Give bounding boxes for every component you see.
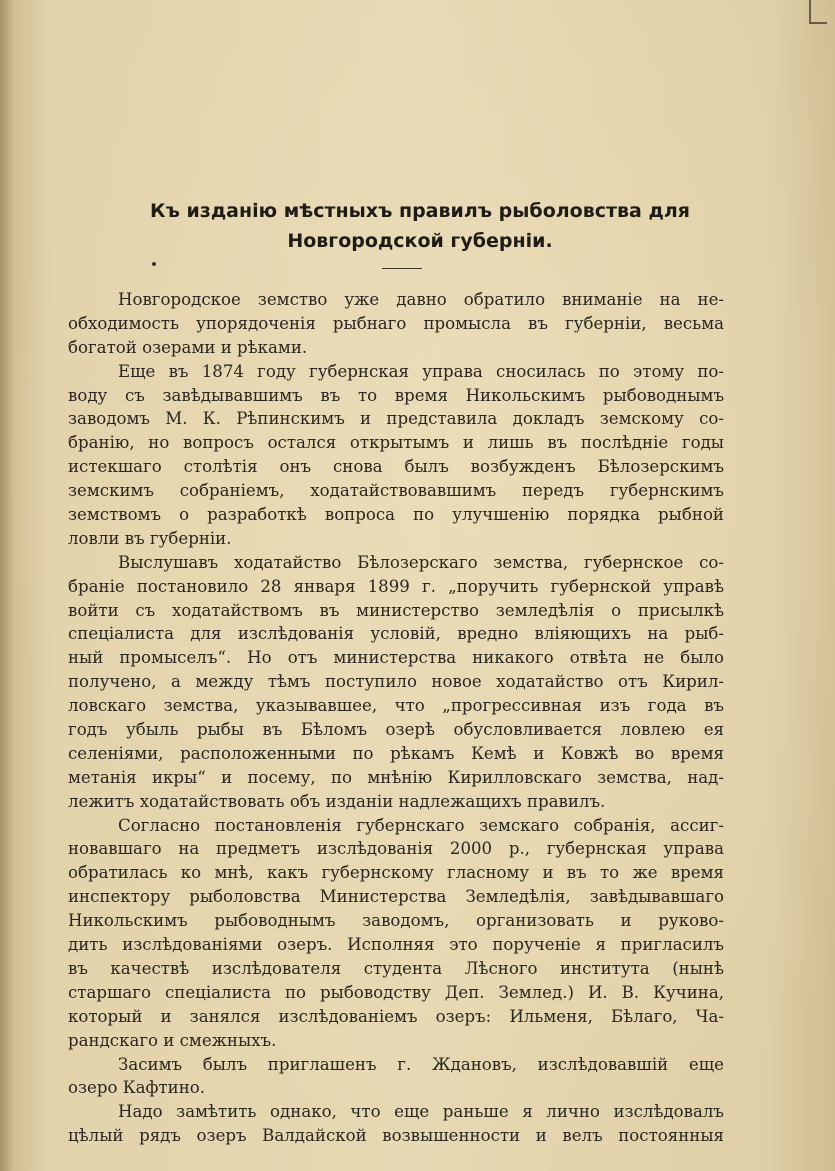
text-line: въ качествѣ изслѣдователя студента Лѣсного института (нынѣ bbox=[68, 958, 724, 978]
text-line: лежитъ ходатайствовать объ изданіи надлежащихъ правилъ. bbox=[68, 791, 606, 811]
text-line: браніе постановило 28 января 1899 г. „поручить губернской управѣ bbox=[68, 576, 724, 596]
text-line: земскимъ собраніемъ, ходатайствовавшимъ передъ губернскимъ bbox=[68, 481, 724, 501]
text-line: цѣлый рядъ озеръ Валдайской возвышенности и велъ постоянныя bbox=[68, 1126, 724, 1146]
text-line: Засимъ былъ приглашенъ г. Ждановъ, изслѣдовавшій еще bbox=[118, 1054, 724, 1074]
text-line: ловли въ губерніи. bbox=[68, 528, 232, 548]
title-line-1: Къ изданію мѣстныхъ правилъ рыболовства для bbox=[150, 200, 690, 222]
text-line: новавшаго на предметъ изслѣдованія 2000 р., губернская управа bbox=[68, 839, 724, 859]
text-line: Никольскимъ рыбоводнымъ заводомъ, организовать и руково- bbox=[68, 911, 724, 931]
text-line: рандскаго и смежныхъ. bbox=[68, 1030, 277, 1050]
text-line: богатой озерами и рѣками. bbox=[68, 337, 308, 357]
document-title bbox=[120, 196, 720, 256]
text-line: Новгородское земство уже давно обратило вниманіе на не- bbox=[118, 290, 724, 309]
text-line: который и занялся изслѣдованіемъ озеръ: Ильменя, Бѣлаго, Ча- bbox=[68, 1006, 724, 1026]
text-line: истекшаго столѣтія онъ снова былъ возбужденъ Бѣлозерскимъ bbox=[68, 457, 724, 477]
ink-dot bbox=[152, 262, 156, 266]
text-line: обходимость упорядоченія рыбнаго промысла въ губерніи, весьма bbox=[68, 313, 724, 333]
text-line: селеніями, расположенными по рѣкамъ Кемѣ и Ковжѣ во время bbox=[68, 743, 724, 763]
title-separator-rule bbox=[382, 268, 422, 269]
text-line: заводомъ М. К. Рѣпинскимъ и представила докладъ земскому со- bbox=[68, 409, 724, 429]
text-line: воду съ завѣдывавшимъ въ то время Никольскимъ рыбоводнымъ bbox=[68, 385, 724, 405]
text-line: спеціалиста для изслѣдованія условій, вредно вліяющихъ на рыб- bbox=[68, 624, 724, 644]
text-line: ловскаго земства, указывавшее, что „прогрессивная изъ года въ bbox=[68, 696, 724, 716]
page-corner-mark bbox=[809, 0, 827, 24]
text-line: ный промыселъ“. Но отъ министерства никакого отвѣта не было bbox=[68, 648, 724, 668]
text-line: дить изслѣдованіями озеръ. Исполняя это порученіе я пригласилъ bbox=[68, 935, 724, 955]
text-line: войти съ ходатайствомъ въ министерство земледѣлія о присылкѣ bbox=[68, 600, 724, 620]
text-line: получено, а между тѣмъ поступило новое ходатайство отъ Кирил- bbox=[68, 672, 724, 692]
text-line: старшаго спеціалиста по рыбоводству Деп. Землед.) И. В. Кучина, bbox=[68, 982, 724, 1002]
text-line: обратилась ко мнѣ, какъ губернскому гласному и въ то же время bbox=[68, 863, 724, 883]
text-line: инспектору рыболовства Министерства Земледѣлія, завѣдывавшаго bbox=[68, 887, 724, 907]
page-binding-shadow bbox=[0, 0, 14, 1171]
text-line: метанія икры“ и посему, по мнѣнію Кирилловскаго земства, над- bbox=[68, 767, 724, 787]
text-line: Еще въ 1874 году губернская управа сносилась по этому по- bbox=[118, 361, 724, 381]
text-line: бранію, но вопросъ остался открытымъ и лишь въ послѣдніе годы bbox=[68, 433, 724, 453]
title-line-2: Новгородской губерніи. bbox=[287, 230, 553, 252]
text-line: Выслушавъ ходатайство Бѣлозерскаго земства, губернское со- bbox=[118, 552, 724, 572]
text-line: Согласно постановленія губернскаго земскаго собранія, ассиг- bbox=[118, 815, 724, 835]
text-line: земствомъ о разработкѣ вопроса по улучшенію порядка рыбной bbox=[68, 505, 724, 525]
body-text bbox=[68, 288, 724, 1148]
text-line: озеро Кафтино. bbox=[68, 1078, 206, 1098]
text-line: Надо замѣтить однако, что еще раньше я лично изслѣдовалъ bbox=[118, 1102, 724, 1122]
text-line: годъ убыль рыбы въ Бѣломъ озерѣ обусловливается ловлею ея bbox=[68, 720, 724, 740]
